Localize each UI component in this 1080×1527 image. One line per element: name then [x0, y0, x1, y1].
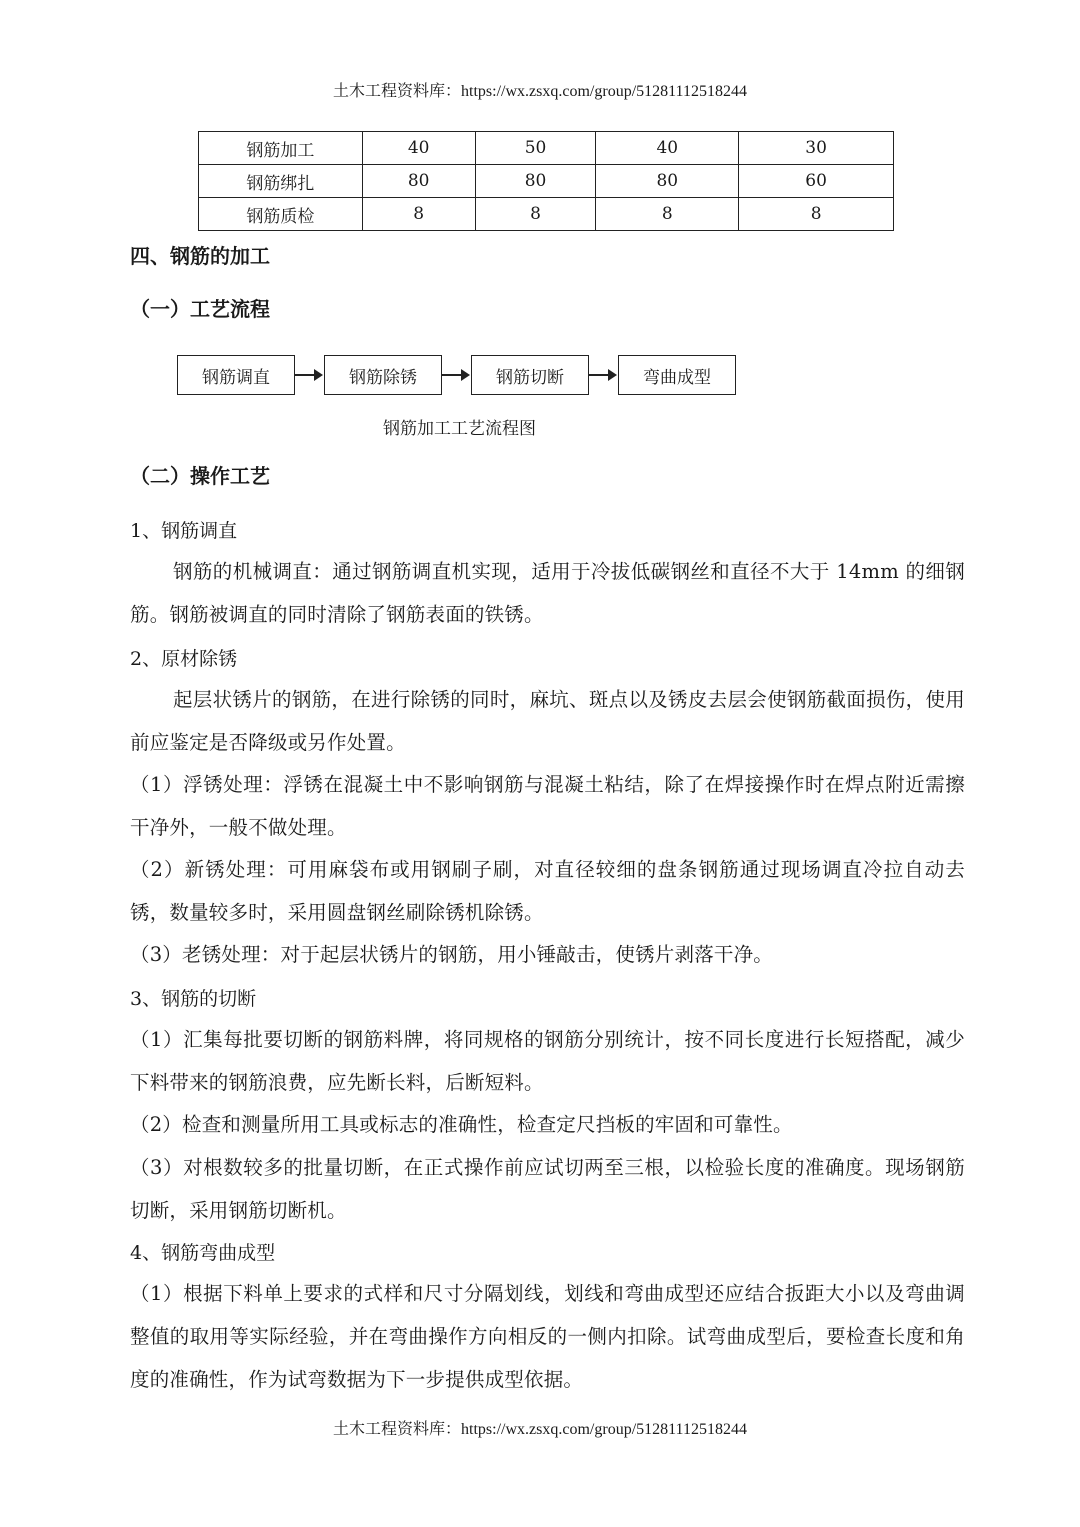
- paragraph: （3）对根数较多的批量切断，在正式操作前应试切两至三根，以检验长度的准确度。现场钢筋切断，采用钢筋切断机。: [130, 1156, 965, 1222]
- table-cell: 8: [739, 198, 894, 231]
- table-row: [199, 132, 894, 165]
- paragraph: （2）新锈处理：可用麻袋布或用钢刷子刷，对直径较细的盘条钢筋通过现场调直冷拉自动去锈，数量较多时，采用圆盘钢丝刷除锈机除锈。: [130, 858, 965, 924]
- flow-arrow-icon: [589, 374, 615, 376]
- paragraph: （1）根据下料单上要求的式样和尺寸分隔划线，划线和弯曲成型还应结合扳距大小以及弯曲调整值的取用等实际经验，并在弯曲操作方向相反的一侧内扣除。试弯曲成型后，要检查长度和角度的准确性，作为试弯数据为下一步提供成型依据。: [130, 1282, 965, 1391]
- labor-table: [198, 131, 894, 231]
- flow-arrow-icon: [442, 374, 468, 376]
- row-label: 钢筋加工: [199, 132, 363, 165]
- flow-step-straighten: 钢筋调直: [177, 355, 295, 395]
- paragraph: （3）老锈处理：对于起层状锈片的钢筋，用小锤敲击，使锈片剥落干净。: [130, 943, 774, 966]
- row-label: 钢筋质检: [199, 198, 363, 231]
- section-title: 四、钢筋的加工: [130, 244, 270, 268]
- paragraph: （2）检查和测量所用工具或标志的准确性，检查定尺挡板的牢固和可靠性。: [130, 1113, 793, 1136]
- table-cell: 80: [362, 165, 475, 198]
- flowchart-caption: 钢筋加工工艺流程图: [383, 419, 536, 439]
- paragraph: （1）浮锈处理：浮锈在混凝土中不影响钢筋与混凝土粘结，除了在焊接操作时在焊点附近需擦干净外，一般不做处理。: [130, 773, 965, 839]
- table-cell: 40: [362, 132, 475, 165]
- flow-step-bend: 弯曲成型: [618, 355, 736, 395]
- row-label: 钢筋绑扎: [199, 165, 363, 198]
- table-cell: 8: [475, 198, 596, 231]
- subsection-title-operation: （二）操作工艺: [130, 464, 270, 488]
- page-header: 土木工程资料库：https://wx.zsxq.com/group/51281112518244: [333, 83, 747, 100]
- flow-arrow-icon: [295, 374, 321, 376]
- table-cell: 50: [475, 132, 596, 165]
- table-cell: 60: [739, 165, 894, 198]
- table-cell: 80: [596, 165, 739, 198]
- table-cell: 8: [596, 198, 739, 231]
- table-cell: 30: [739, 132, 894, 165]
- process-flowchart: [177, 355, 737, 397]
- item-title: 3、钢筋的切断: [130, 988, 257, 1010]
- subsection-title-process: （一）工艺流程: [130, 297, 270, 321]
- flow-step-derust: 钢筋除锈: [324, 355, 442, 395]
- paragraph: （1）汇集每批要切断的钢筋料牌，将同规格的钢筋分别统计，按不同长度进行长短搭配，减少下料带来的钢筋浪费，应先断长料，后断短料。: [130, 1028, 965, 1094]
- table-cell: 8: [362, 198, 475, 231]
- item-title: 2、原材除锈: [130, 648, 238, 670]
- table-cell: 80: [475, 165, 596, 198]
- paragraph: 钢筋的机械调直：通过钢筋调直机实现，适用于冷拔低碳钢丝和直径不大于 14mm 的细钢筋。钢筋被调直的同时清除了钢筋表面的铁锈。: [130, 560, 965, 626]
- paragraph: 起层状锈片的钢筋，在进行除锈的同时，麻坑、斑点以及锈皮去层会使钢筋截面损伤，使用前应鉴定是否降级或另作处置。: [130, 688, 965, 754]
- table-row: [199, 198, 894, 231]
- flow-step-cut: 钢筋切断: [471, 355, 589, 395]
- item-title: 1、钢筋调直: [130, 520, 238, 542]
- table-row: [199, 165, 894, 198]
- table-cell: 40: [596, 132, 739, 165]
- item-title: 4、钢筋弯曲成型: [130, 1242, 276, 1264]
- page-footer: 土木工程资料库：https://wx.zsxq.com/group/51281112518244: [333, 1421, 747, 1438]
